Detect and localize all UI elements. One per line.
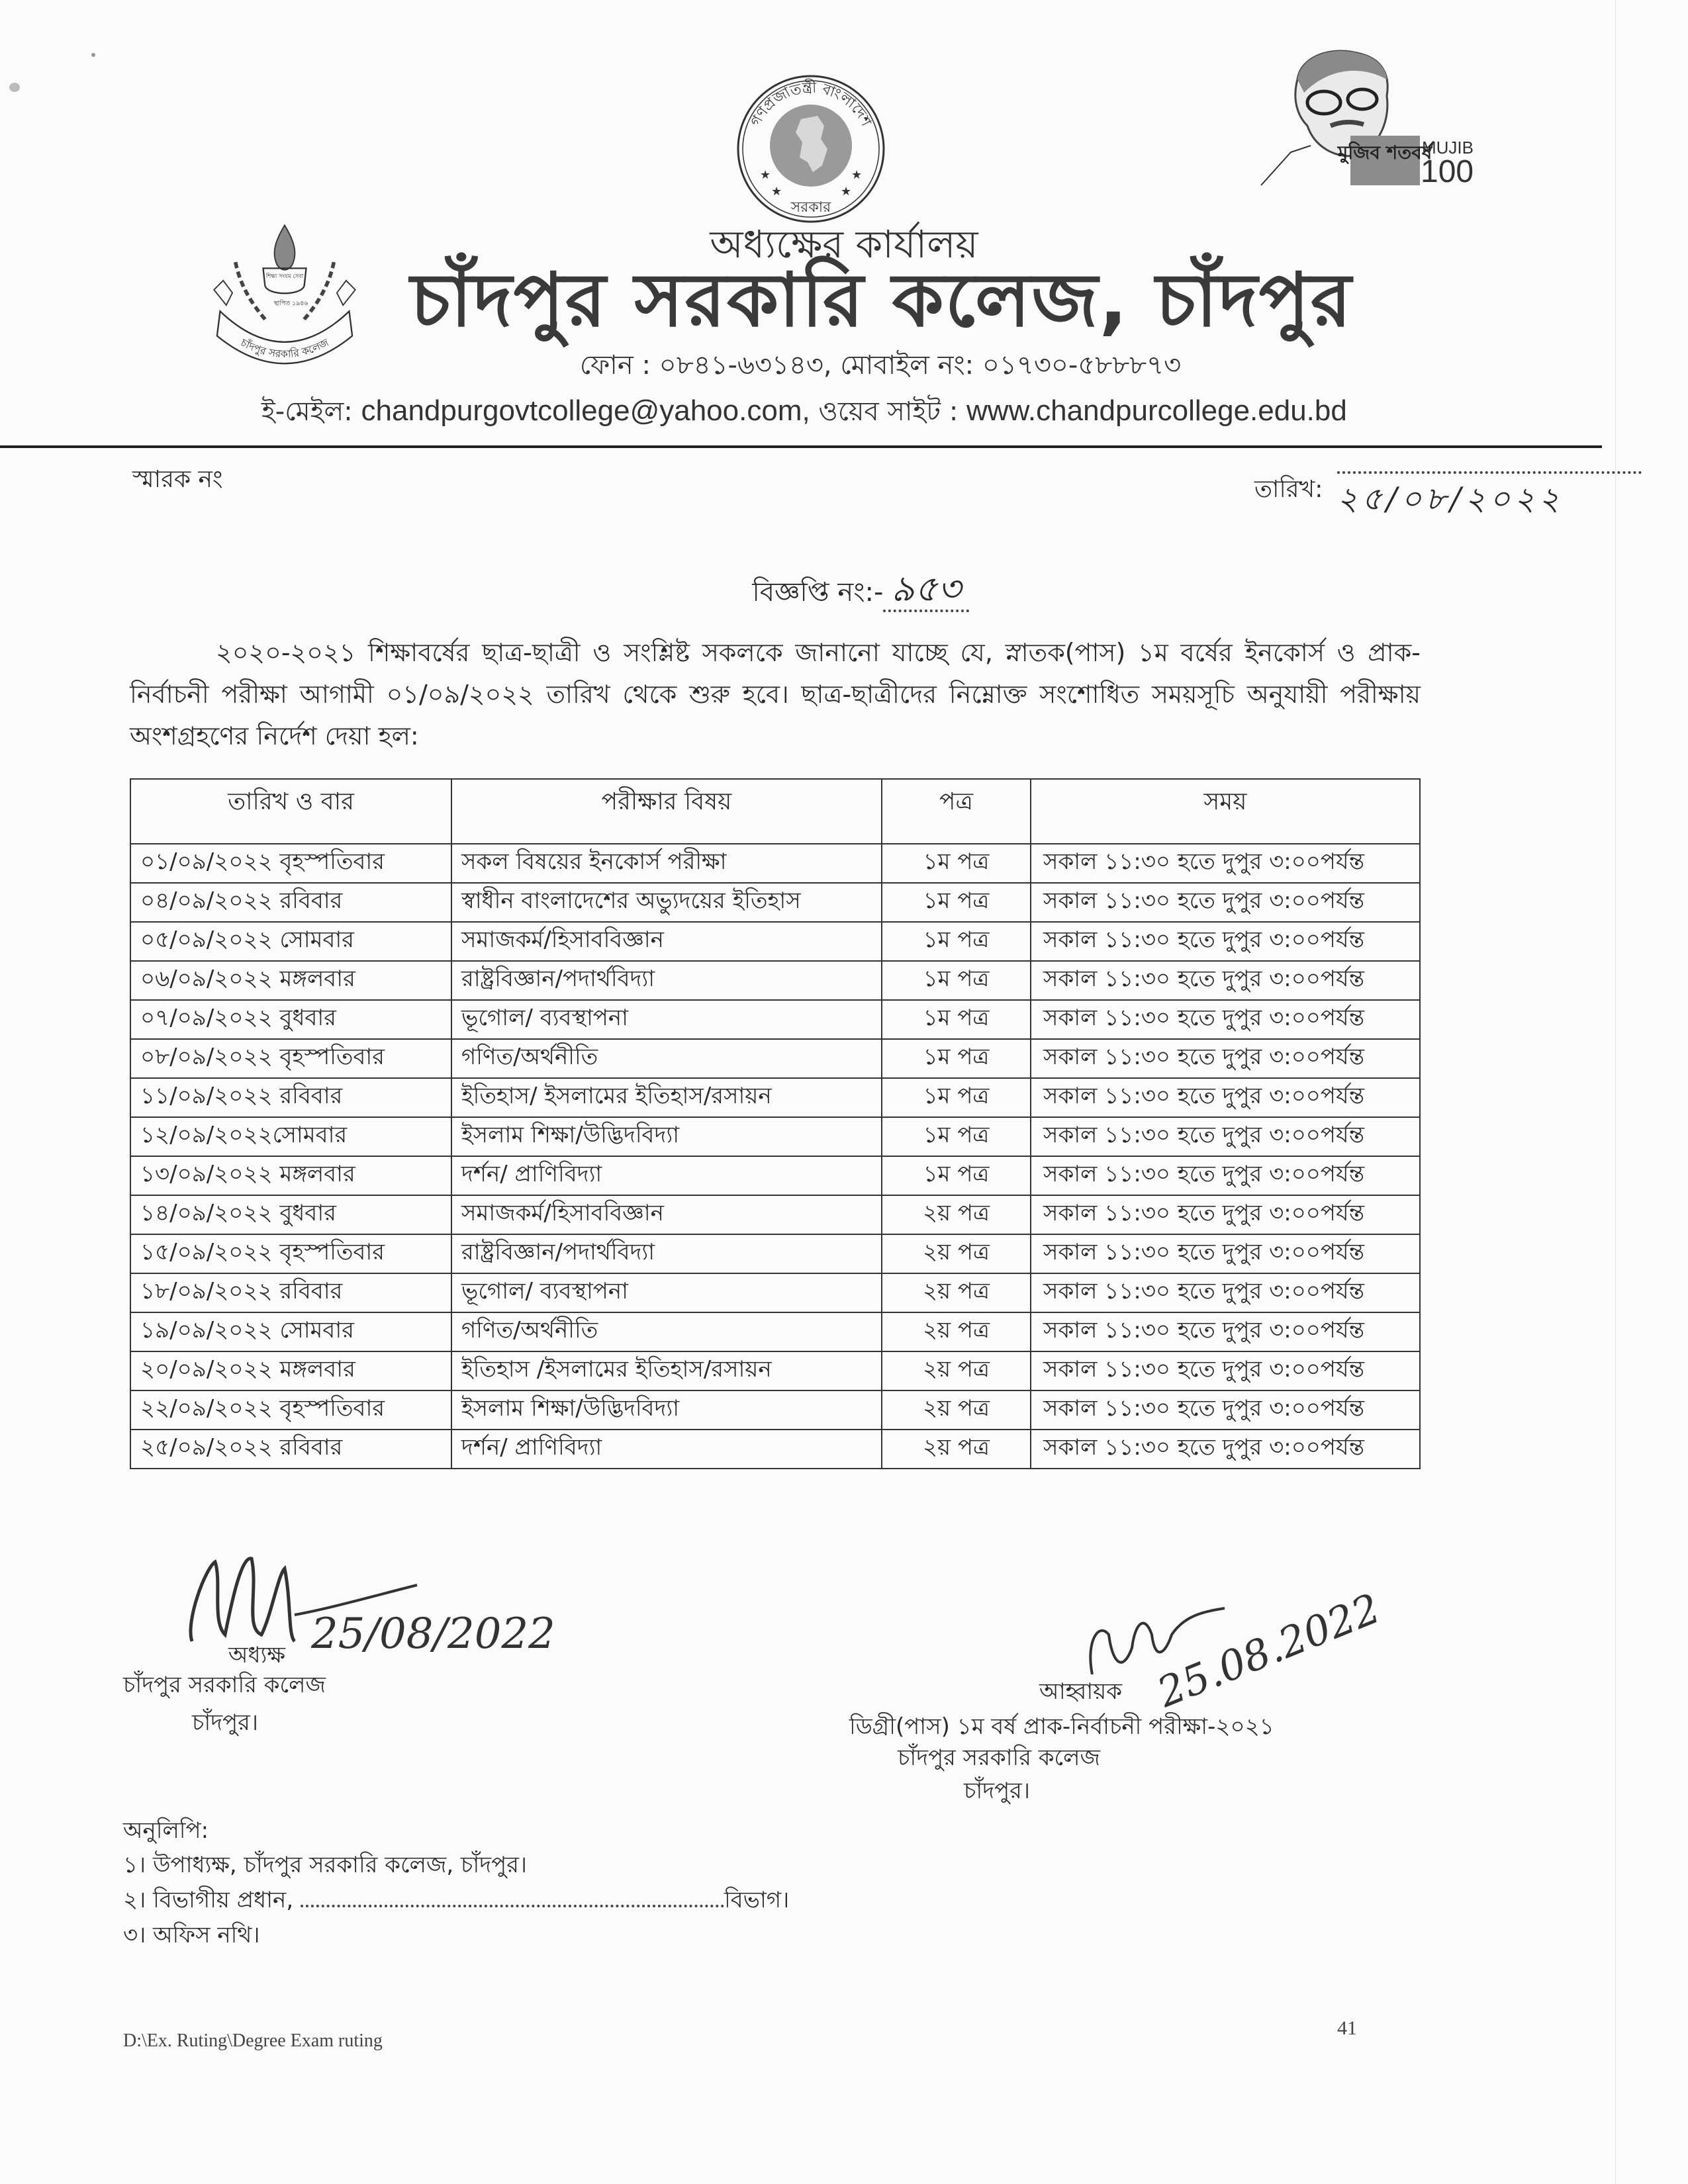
mujib-bn-text: মুজিব শতবর্ষ <box>1337 142 1432 163</box>
cell-subject: দর্শন/ প্রাণিবিদ্যা <box>451 1156 882 1195</box>
table-row <box>130 1000 1420 1039</box>
cell-date: ০৫/০৯/২০২২ সোমবার <box>130 922 451 961</box>
cell-paper: ২য় পত্র <box>882 1234 1031 1273</box>
cell-paper: ২য় পত্র <box>882 1273 1031 1312</box>
convener-city: চাঁদপুর। <box>964 1778 1031 1804</box>
cell-date: ১৫/০৯/২০২২ বৃহস্পতিবার <box>130 1234 451 1273</box>
cell-time: সকাল ১১:৩০ হতে দুপুর ৩:০০পর্যন্ত <box>1031 1273 1420 1312</box>
cell-time: সকাল ১১:৩০ হতে দুপুর ৩:০০পর্যন্ত <box>1031 1312 1420 1351</box>
cell-time: সকাল ১১:৩০ হতে দুপুর ৩:০০পর্যন্ত <box>1031 922 1420 961</box>
cell-time: সকাল ১১:৩০ হতে দুপুর ৩:০০পর্যন্ত <box>1031 1390 1420 1430</box>
mujib-en-top: MUJIB <box>1422 138 1474 158</box>
table-row <box>130 1078 1420 1117</box>
cell-subject: গণিত/অর্থনীতি <box>451 1312 882 1351</box>
government-seal <box>735 73 887 225</box>
mujib-100-logo <box>1251 40 1496 189</box>
table-row <box>130 961 1420 1000</box>
cell-date: ১৪/০৯/২০২২ বুধবার <box>130 1195 451 1234</box>
cell-subject: সকল বিষয়ের ইনকোর্স পরীক্ষা <box>451 844 882 883</box>
cell-subject: ইসলাম শিক্ষা/উদ্ভিদবিদ্যা <box>451 1117 882 1156</box>
cell-paper: ১ম পত্র <box>882 1117 1031 1156</box>
cell-paper: ২য় পত্র <box>882 1430 1031 1469</box>
cell-time: সকাল ১১:৩০ হতে দুপুর ৩:০০পর্যন্ত <box>1031 1351 1420 1390</box>
cell-time: সকাল ১১:৩০ হতে দুপুর ৩:০০পর্যন্ত <box>1031 961 1420 1000</box>
table-row <box>130 1430 1420 1469</box>
header-subject: পরীক্ষার বিষয় <box>451 779 882 844</box>
cell-time: সকাল ১১:৩০ হতে দুপুর ৩:০০পর্যন্ত <box>1031 1000 1420 1039</box>
table-row <box>130 1390 1420 1430</box>
cell-time: সকাল ১১:৩০ হতে দুপুর ৩:০০পর্যন্ত <box>1031 1195 1420 1234</box>
cell-time: সকাল ১১:৩০ হতে দুপুর ৩:০০পর্যন্ত <box>1031 1078 1420 1117</box>
notice-number-value: ৯৫৩ <box>883 568 968 612</box>
cell-subject: রাষ্ট্রবিজ্ঞান/পদার্থবিদ্যা <box>451 961 882 1000</box>
principal-org: চাঁদপুর সরকারি কলেজ <box>123 1672 326 1698</box>
cell-paper: ১ম পত্র <box>882 922 1031 961</box>
table-row <box>130 1039 1420 1078</box>
cell-date: ১১/০৯/২০২২ রবিবার <box>130 1078 451 1117</box>
email-label: ই-মেইল: <box>261 396 353 427</box>
star-icon: ★ <box>841 185 852 199</box>
cell-paper: ২য় পত্র <box>882 1195 1031 1234</box>
mujib-en-100: 100 <box>1421 154 1474 189</box>
notice-number-label: বিজ্ঞপ্তি নং:- <box>752 577 884 608</box>
cell-date: ০৬/০৯/২০২২ মঙ্গলবার <box>130 961 451 1000</box>
cell-paper: ১ম পত্র <box>882 1156 1031 1195</box>
cell-date: ২২/০৯/২০২২ বৃহস্পতিবার <box>130 1390 451 1430</box>
star-icon: ★ <box>771 185 782 199</box>
header-paper: পত্র <box>882 779 1031 844</box>
date-field <box>1254 471 1642 527</box>
college-name: চাঁদপুর সরকারি কলেজ, চাঁদপুর <box>410 257 1353 343</box>
logo-motto: শিক্ষা সংযম সেবা <box>265 273 304 280</box>
cell-subject: ইসলাম শিক্ষা/উদ্ভিদবিদ্যা <box>451 1390 882 1430</box>
contact-line <box>261 390 1347 435</box>
table-row <box>130 1234 1420 1273</box>
cell-date: ০৮/০৯/২০২২ বৃহস্পতিবার <box>130 1039 451 1078</box>
table-row <box>130 1156 1420 1195</box>
header-date-day: তারিখ ও বার <box>130 779 451 844</box>
phone-line: ফোন : ০৮৪১-৬৩১৪৩, মোবাইল নং: ০১৭৩০-৫৮৮৮৭৩ <box>579 350 1182 381</box>
cell-time: সকাল ১১:৩০ হতে দুপুর ৩:০০পর্যন্ত <box>1031 1234 1420 1273</box>
convener-exam: ডিগ্রী(পাস) ১ম বর্ষ প্রাক-নির্বাচনী পরীক্ষা-২০২১ <box>849 1713 1274 1740</box>
table-row <box>130 1351 1420 1390</box>
cell-time: সকাল ১১:৩০ হতে দুপুর ৩:০০পর্যন্ত <box>1031 1117 1420 1156</box>
cell-subject: স্বাধীন বাংলাদেশের অভ্যুদয়ের ইতিহাস <box>451 883 882 922</box>
convener-signature <box>1072 1542 1443 1727</box>
website-link[interactable]: www.chandpurcollege.edu.bd <box>966 394 1347 427</box>
cell-date: ২০/০৯/২০২২ মঙ্গলবার <box>130 1351 451 1390</box>
cell-subject: গণিত/অর্থনীতি <box>451 1039 882 1078</box>
seal-ring-text: গণপ্রজাতন্ত্রী বাংলাদেশ <box>747 79 874 130</box>
table-row <box>130 922 1420 961</box>
copy-item-suffix: বিভাগ। <box>724 1887 790 1913</box>
logo-established: স্থাপিত ১৯৪৬ <box>273 300 308 308</box>
copy-item: ১। উপাধ্যক্ষ, চাঁদপুর সরকারি কলেজ, চাঁদপুর। <box>123 1852 528 1878</box>
copy-item: ৩। অফিস নথি। <box>123 1922 260 1948</box>
cell-subject: রাষ্ট্রবিজ্ঞান/পদার্থবিদ্যা <box>451 1234 882 1273</box>
principal-signature-date: 25/08/2022 <box>311 1610 555 1659</box>
star-icon: ★ <box>851 168 863 182</box>
table-row <box>130 1195 1420 1234</box>
logo-ribbon-text: চাঁদপুর সরকারি কলেজ <box>238 336 331 361</box>
seal-bottom-text: সরকার <box>790 199 831 216</box>
notice-number <box>0 561 1688 621</box>
cell-time: সকাল ১১:৩০ হতে দুপুর ৩:০০পর্যন্ত <box>1031 844 1420 883</box>
cell-date: ০১/০৯/২০২২ বৃহস্পতিবার <box>130 844 451 883</box>
scan-speck <box>9 83 20 92</box>
cell-paper: ২য় পত্র <box>882 1390 1031 1430</box>
principal-city: চাঁদপুর। <box>192 1709 259 1736</box>
cell-subject: সমাজকর্ম/হিসাববিজ্ঞান <box>451 1195 882 1234</box>
cell-date: ১৩/০৯/২০২২ মঙ্গলবার <box>130 1156 451 1195</box>
header-divider <box>0 445 1602 448</box>
convener-title: আহ্বায়ক <box>1039 1678 1123 1705</box>
cell-subject: দর্শন/ প্রাণিবিদ্যা <box>451 1430 882 1469</box>
cell-paper: ১ম পত্র <box>882 844 1031 883</box>
cell-subject: ভূগোল/ ব্যবস্থাপনা <box>451 1000 882 1039</box>
cell-subject: ইতিহাস /ইসলামের ইতিহাস/রসায়ন <box>451 1351 882 1390</box>
convener-org: চাঁদপুর সরকারি কলেজ <box>898 1745 1100 1771</box>
table-row <box>130 1273 1420 1312</box>
blank-fill-line <box>301 1886 724 1907</box>
cell-subject: সমাজকর্ম/হিসাববিজ্ঞান <box>451 922 882 961</box>
notice-body: ২০২০-২০২১ শিক্ষাবর্ষের ছাত্র-ছাত্রী ও সংশ্লিষ্ট সকলকে জানানো যাচ্ছে যে, স্নাতক(পাস) ১ম বর্ষের ইনকোর্স ও প্রাক-নির্বাচনী পরীক্ষা আগামী ০১/০৯/২০২২ তারিখ থেকে শুরু হবে। ছাত্র-ছাত্রীদের নিম্নোক্ত সংশোধিত সময়সূচি অনুযায়ী পরীক্ষায় অংশগ্রহণের নির্দেশ দেয়া হল: <box>130 638 1421 751</box>
table-row <box>130 844 1420 883</box>
date-value-handwritten: ২৫/০৮/২০২২ <box>1337 471 1642 527</box>
exam-schedule-table <box>130 778 1421 1469</box>
website-label: ওয়েব সাইট : <box>818 396 959 427</box>
copies-title: অনুলিপি: <box>123 1817 209 1844</box>
cell-date: ০৭/০৯/২০২২ বুধবার <box>130 1000 451 1039</box>
cell-date: ০৪/০৯/২০২২ রবিবার <box>130 883 451 922</box>
scan-edge <box>1615 0 1616 2184</box>
cell-paper: ২য় পত্র <box>882 1351 1031 1390</box>
convener-signature-date: 25.08.2022 <box>1150 1584 1387 1717</box>
office-title: অধ্যক্ষের কার্যালয় <box>710 222 978 267</box>
star-icon: ★ <box>760 168 771 182</box>
cell-paper: ১ম পত্র <box>882 883 1031 922</box>
principal-title: অধ্যক্ষ <box>228 1642 285 1668</box>
header-time: সময় <box>1031 779 1420 844</box>
copy-item-text: ২। বিভাগীয় প্রধান, <box>123 1887 294 1913</box>
cell-date: ১৮/০৯/২০২২ রবিবার <box>130 1273 451 1312</box>
cell-time: সকাল ১১:৩০ হতে দুপুর ৩:০০পর্যন্ত <box>1031 1039 1420 1078</box>
cell-date: ২৫/০৯/২০২২ রবিবার <box>130 1430 451 1469</box>
cell-paper: ১ম পত্র <box>882 1078 1031 1117</box>
cell-date: ১২/০৯/২০২২সোমবার <box>130 1117 451 1156</box>
footer-file-path: D:\Ex. Ruting\Degree Exam ruting <box>123 2030 383 2051</box>
cell-paper: ১ম পত্র <box>882 961 1031 1000</box>
cell-time: সকাল ১১:৩০ হতে দুপুর ৩:০০পর্যন্ত <box>1031 883 1420 922</box>
copy-item <box>123 1883 789 1921</box>
cell-paper: ১ম পত্র <box>882 1000 1031 1039</box>
cell-subject: ভূগোল/ ব্যবস্থাপনা <box>451 1273 882 1312</box>
table-row <box>130 1312 1420 1351</box>
table-row <box>130 883 1420 922</box>
footer-page-number: 41 <box>1337 2017 1357 2039</box>
cell-subject: ইতিহাস/ ইসলামের ইতিহাস/রসায়ন <box>451 1078 882 1117</box>
table-row <box>130 1117 1420 1156</box>
cell-paper: ২য় পত্র <box>882 1312 1031 1351</box>
cell-paper: ১ম পত্র <box>882 1039 1031 1078</box>
cell-time: সকাল ১১:৩০ হতে দুপুর ৩:০০পর্যন্ত <box>1031 1156 1420 1195</box>
date-label: তারিখ: <box>1254 476 1323 503</box>
scan-speck <box>91 53 95 57</box>
memo-number-label: স্মারক নং <box>132 466 223 493</box>
cell-time: সকাল ১১:৩০ হতে দুপুর ৩:০০পর্যন্ত <box>1031 1430 1420 1469</box>
cell-date: ১৯/০৯/২০২২ সোমবার <box>130 1312 451 1351</box>
table-header-row <box>130 779 1420 844</box>
email-link[interactable]: chandpurgovtcollege@yahoo.com, <box>361 394 810 427</box>
